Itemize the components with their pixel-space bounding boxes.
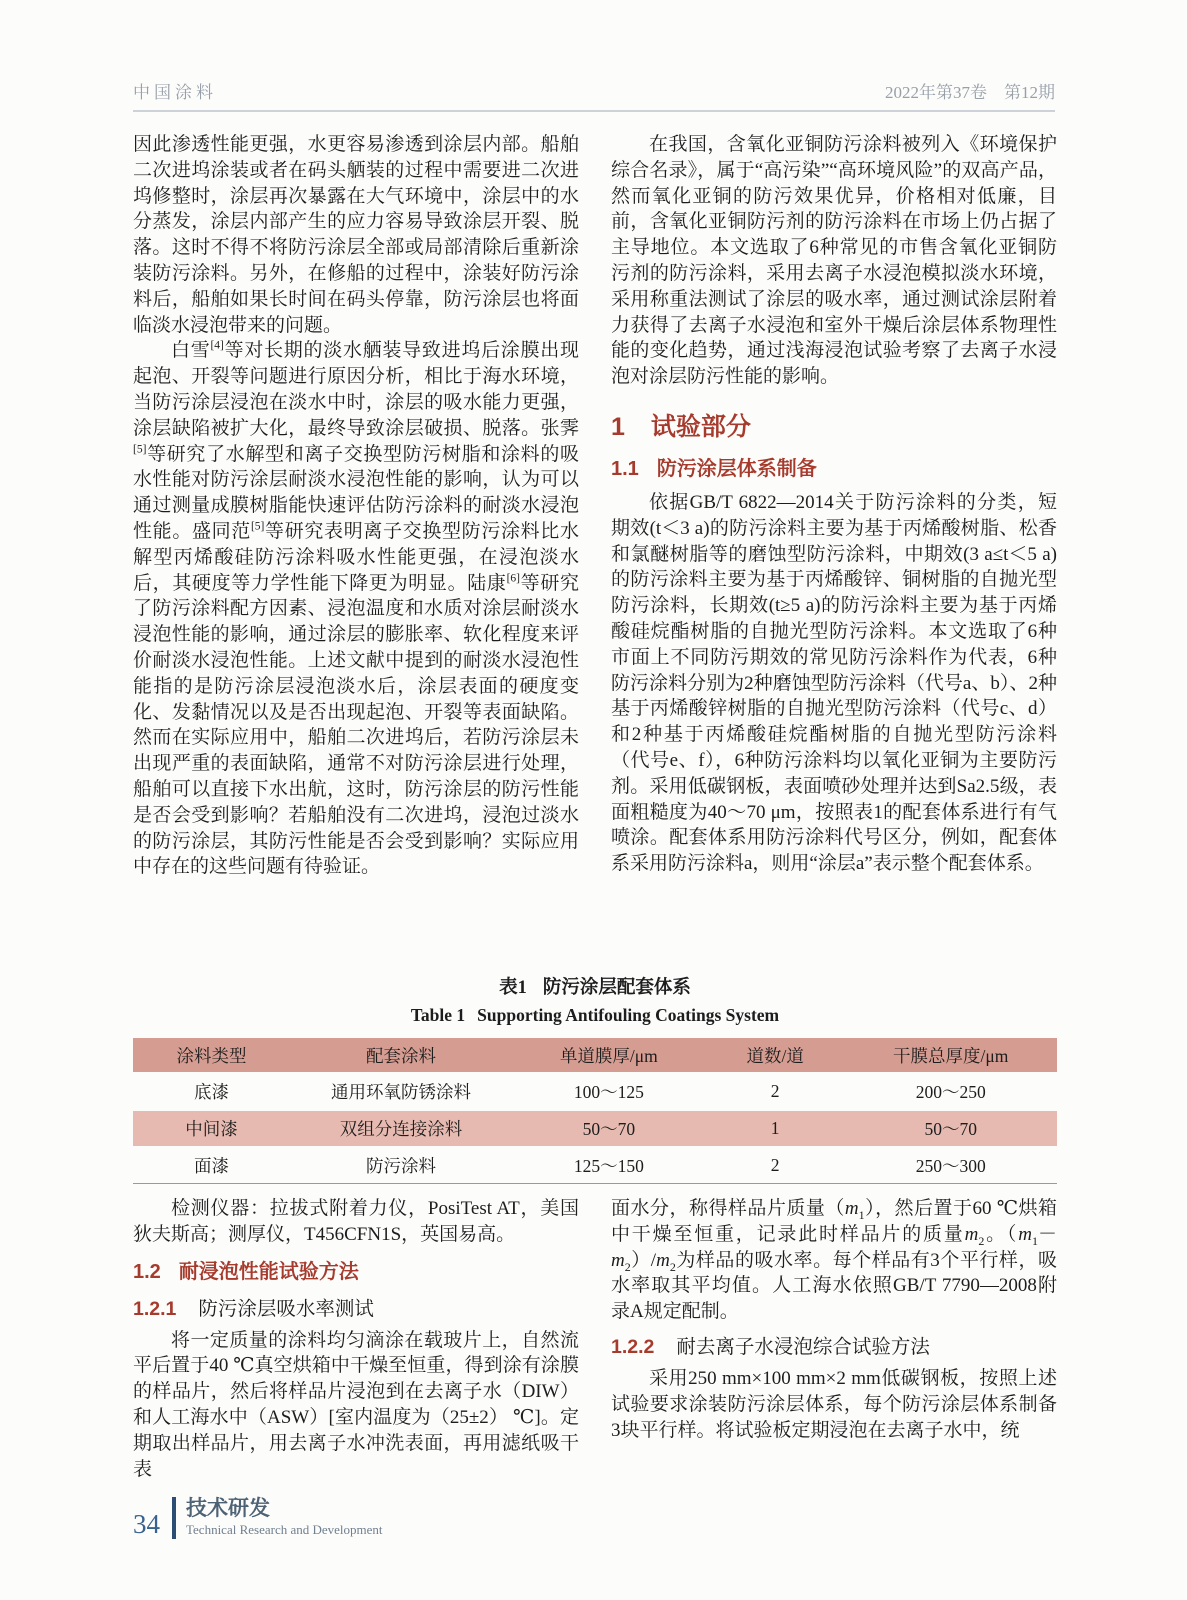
section-title: 防污涂层吸水率测试 [198,1298,374,1320]
journal-name: 中国涂料 [133,83,217,102]
footer-divider-bar [172,1497,176,1539]
top-left-column [133,132,579,880]
paragraph: 在我国，含氧化亚铜防污涂料被列入《环境保护综合名录》，属于“高污染”“高环境风险”的双高产品，然而氧化亚铜的防污效果优异，价格相对低廉，目前，含氧化亚铜防污剂的防污涂料在市场上仍占据了主导地位。本文选取了6种常见的市售含氧化亚铜防污剂的防污涂料，采用去离子水浸泡模拟淡水环境，采用称重法测试了涂层的吸水率，通过测试涂层附着力获得了去离子水浸泡和室外干燥后涂层体系物理性能的变化趋势，通过浅海浸泡试验考察了去离子水浸泡对涂层防污性能的影响。 [611,134,1057,388]
section-heading-1-2 [133,1255,579,1284]
paragraph: 因此渗透性能更强，水更容易渗透到涂层内部。船舶二次进坞涂装或者在码头舾装的过程中需要进二次进坞修整时，涂层再次暴露在大气环境中，涂层中的水分蒸发，涂层内部产生的应力容易导致涂层开裂、脱落。这时不得不将防污涂层全部或局部清除后重新涂装防污涂料。另外，在修船的过程中，涂装好防污涂料后，船舶如果长时间在码头停靠，防污涂层也将面临淡水浸泡带来的问题。 [133,134,579,336]
table-row [133,1073,1057,1110]
section-number: 1.2.2 [611,1335,655,1358]
coating-system-table [133,1038,1057,1184]
table1-label-en: Table 1 [410,1005,466,1025]
column-header: 干膜总厚度/μm [844,1038,1057,1073]
paragraph: 面水分，称得样品片质量$(m_1)$，然后置于60 ℃烘箱中干燥至恒重，记录此时样品片的质量$m_2$。$(m_1-m_2)/m_2$为样品的吸水率。每个样品有3个平行样，吸水率取其平均值。人工海水依照GB/T 7790—2008附录A规定配制。 [611,1198,1057,1323]
page-footer [133,1497,383,1539]
table-cell: 面漆 [133,1147,290,1184]
paragraph: 白雪[4]等对长期的淡水舾装导致进坞后涂膜出现起泡、开裂等问题进行原因分析，相比于海水环境，当防污涂层浸泡在淡水中时，涂层的吸水能力更强，涂层缺陷被扩大化，最终导致涂层破损、脱落。张霁[5]等研究了水解型和离子交换型防污树脂和涂料的吸水性能对防污涂层耐淡水浸泡性能的影响，认为可以通过测量成膜树脂能快速评估防污涂料的耐淡水浸泡性能。盛同范[5]等研究表明离子交换型防污涂料比水解型丙烯酸硅防污涂料吸水性能更强，在浸泡淡水后，其硬度等力学性能下降更为明显。陆康[6]等研究了防污涂料配方因素、浸泡温度和水质对涂层耐淡水浸泡性能的影响，通过涂层的膨胀率、软化程度来评价耐淡水浸泡性能。上述文献中提到的耐淡水浸泡性能指的是防污涂层浸泡淡水后，涂层表面的硬度变化、发黏情况以及是否出现起泡、开裂等表面缺陷。然而在实际应用中，船舶二次进坞后，若防污涂层未出现严重的表面缺陷，通常不对防污涂层进行处理，船舶可以直接下水出航，这时，防污涂层的防污性能是否会受到影响？若船舶没有二次进坞，浸泡过淡水的防污涂层，其防污性能是否会受到影响？实际应用中存在的这些问题有待验证。 [133,340,579,878]
paragraph: 采用250 mm×100 mm×2 mm低碳钢板，按照上述试验要求涂装防污涂层体系，每个防污涂层体系制备3块平行样。将试验板定期浸泡在去离子水中，统 [611,1367,1057,1441]
top-columns [133,132,1057,880]
table1-caption-en [133,1005,1057,1026]
section-number: 1.1 [611,457,639,480]
column-header: 涂料类型 [133,1038,290,1073]
section-number: 1 [611,412,625,441]
table-cell: 50～70 [512,1110,706,1147]
table-cell: 中间漆 [133,1110,290,1147]
issue-info: 2022年第37卷 第12期 [885,83,1055,102]
table-header-row [133,1038,1057,1073]
section-title: 防污涂层体系制备 [656,457,817,480]
table-row [133,1147,1057,1184]
section-number: 1.2.1 [133,1297,177,1320]
section-title: 试验部分 [650,412,751,441]
paragraph: 将一定质量的涂料均匀滴涂在载玻片上，自然流平后置于40 ℃真空烘箱中干燥至恒重，得到涂有涂膜的样品片，然后将样品片浸泡到在去离子水（DIW）和人工海水中（ASW）[室内温度为（25±2） ℃]。定期取出样品片，用去离子水冲洗表面，再用滤纸吸干表 [133,1329,579,1480]
footer-label-cn: 技术研发 [186,1497,270,1520]
bottom-left-column [133,1196,579,1482]
paragraph: 依据GB/T 6822—2014关于防污涂料的分类，短期效(t＜3 a)的防污涂料主要为基于丙烯酸树脂、松香和氯醚树脂等的磨蚀型防污涂料，中期效(3 a≤t＜5 a)的防污涂料主要为基于丙烯酸锌、铜树脂的自抛光型防污涂料，长期效(t≥5 a)的防污涂料主要为基于丙烯酸硅烷酯树脂的自抛光型防污涂料。本文选取了6种市面上不同防污期效的常见防污涂料作为代表，6种防污涂料分别为2种磨蚀型防污涂料（代号a、b）、2种基于丙烯酸锌树脂的自抛光型防污涂料（代号c、d）和2种基于丙烯酸硅烷酯树脂的自抛光型防污涂料（代号e、f），6种防污涂料均以氧化亚铜为主要防污剂。采用低碳钢板，表面喷砂处理并达到Sa2.5级，表面粗糙度为40～70 μm，按照表1的配套体系进行有气喷涂。配套体系用防污涂料代号区分，例如，配套体系采用防污涂料a，则用“涂层a”表示整个配套体系。 [611,491,1057,875]
table-cell: 100～125 [512,1073,706,1110]
table-cell: 1 [706,1110,845,1147]
table1-title-en: Supporting Antifouling Coatings System [477,1005,780,1025]
table-cell: 通用环氧防锈涂料 [290,1073,512,1110]
footer-labels [186,1497,383,1539]
table-cell: 125～150 [512,1147,706,1184]
section-heading-1-2-1 [133,1293,579,1321]
section-title: 耐浸泡性能试验方法 [178,1260,359,1283]
bottom-right-column [611,1196,1057,1482]
column-header: 道数/道 [706,1038,845,1073]
footer-label-en: Technical Research and Development [186,1522,383,1537]
table-cell: 2 [706,1073,845,1110]
table-cell: 2 [706,1147,845,1184]
table-cell: 50～70 [844,1110,1057,1147]
paragraph: 检测仪器：拉拔式附着力仪，PosiTest AT，美国狄夫斯高；测厚仪，T456CFN1S，英国易高。 [133,1198,579,1245]
table1-caption-cn [133,973,1057,999]
section-heading-1-2-2 [611,1331,1057,1359]
section-title: 耐去离子水浸泡综合试验方法 [676,1336,930,1358]
bottom-columns [133,1196,1057,1482]
column-header: 配套涂料 [290,1038,512,1073]
table-row [133,1110,1057,1147]
running-head [133,78,1055,112]
table-cell: 底漆 [133,1073,290,1110]
section-heading-1 [611,407,1057,443]
table-cell: 250～300 [844,1147,1057,1184]
top-right-column [611,132,1057,880]
table1-block [133,973,1057,1184]
table-cell: 双组分连接涂料 [290,1110,512,1147]
section-number: 1.2 [133,1260,161,1283]
column-header: 单道膜厚/μm [512,1038,706,1073]
section-heading-1-1 [611,452,1057,481]
table-cell: 200～250 [844,1073,1057,1110]
table1-label-cn: 表1 [499,978,527,998]
page-number: 34 [133,1509,160,1539]
table1-title-cn: 防污涂层配套体系 [542,978,691,998]
table-cell: 防污涂料 [290,1147,512,1184]
